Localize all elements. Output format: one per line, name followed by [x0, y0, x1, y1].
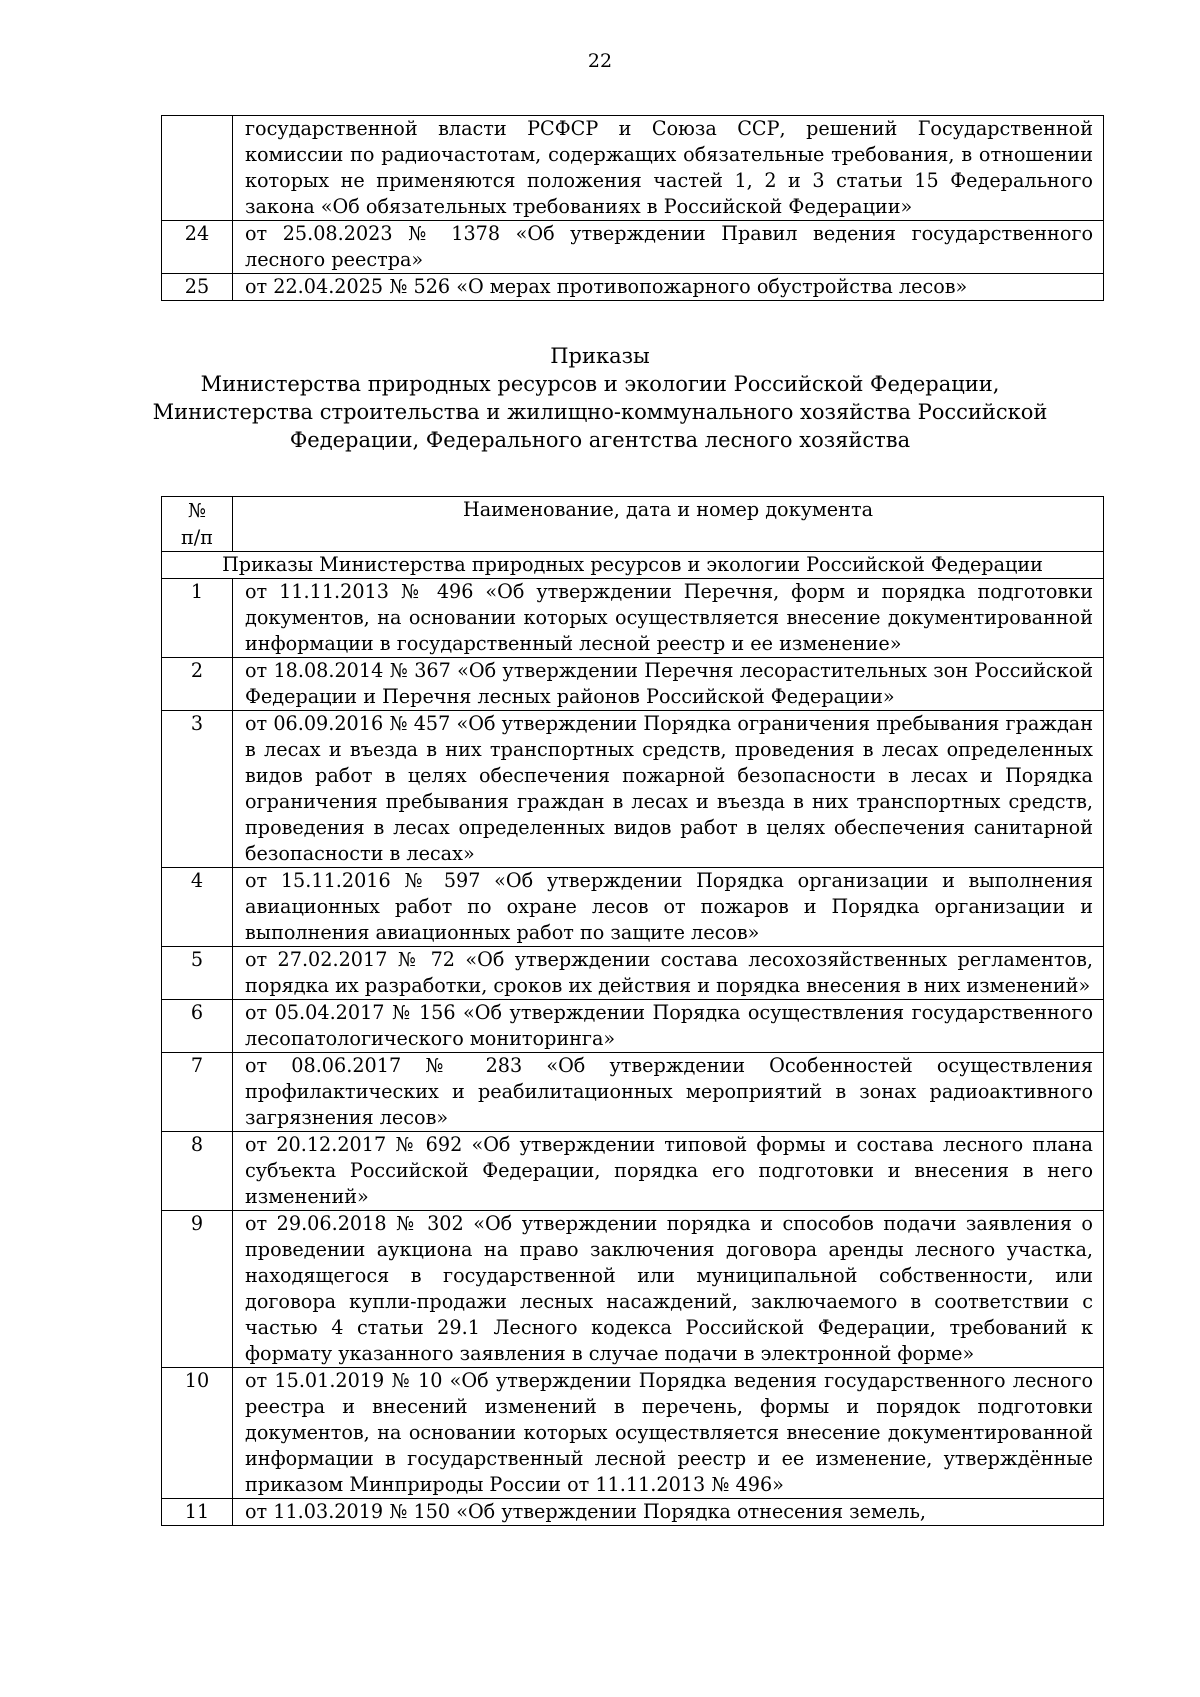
heading-line: Министерства природных ресурсов и экологии Российской Федерации, [200, 372, 1000, 396]
table-row [162, 711, 1104, 868]
row-number: 3 [162, 711, 233, 868]
row-text: государственной власти РСФСР и Союза ССР, решений Государственной комиссии по радиочастотам, содержащих обязательные требования, в отношении которых не применяются положения частей 1, 2 и 3 статьи 15 Федерального закона «Об обязательных требованиях в Российской Федерации» [233, 116, 1104, 221]
row-text: от 06.09.2016 № 457 «Об утверждении Порядка ограничения пребывания граждан в лесах и въезда в них транспортных средств, проведения в лесах определенных видов работ в целях обеспечения пожарной безопасности в лесах и Порядка ограничения пребывания граждан в лесах и въезда в них транспортных средств, проведения в лесах определенных видов работ в целях обеспечения санитарной безопасности в лесах» [233, 711, 1104, 868]
row-number: 25 [162, 274, 233, 301]
table-row [162, 947, 1104, 1000]
heading-line: Приказы [550, 344, 650, 368]
row-number: 6 [162, 1000, 233, 1053]
table-row [162, 868, 1104, 947]
heading-line: Министерства строительства и жилищно-коммунального хозяйства Российской [152, 400, 1048, 424]
table-row [162, 1499, 1104, 1526]
table-row [162, 221, 1104, 274]
row-text: от 08.06.2017 № 283 «Об утверждении Особенностей осуществления профилактических и реабилитационных мероприятий в зонах радиоактивного загрязнения лесов» [233, 1053, 1104, 1132]
section-heading [150, 342, 1050, 454]
row-text: от 15.11.2016 № 597 «Об утверждении Порядка организации и выполнения авиационных работ по охране лесов от пожаров и Порядка организации и выполнения авиационных работ по защите лесов» [233, 868, 1104, 947]
row-text: от 25.08.2023 № 1378 «Об утверждении Правил ведения государственного лесного реестра» [233, 221, 1104, 274]
row-text: от 22.04.2025 № 526 «О мерах противопожарного обустройства лесов» [233, 274, 1104, 301]
row-text: от 11.11.2013 № 496 «Об утверждении Перечня, форм и порядка подготовки документов, на основании которых осуществляется внесение документированной информации в государственный лесной реестр и ее изменение» [233, 579, 1104, 658]
table-row [162, 579, 1104, 658]
table-row [162, 116, 1104, 221]
row-text: от 20.12.2017 № 692 «Об утверждении типовой формы и состава лесного плана субъекта Российской Федерации, порядка его подготовки и внесения в него изменений» [233, 1132, 1104, 1211]
header-number [162, 497, 233, 552]
header-number-line: № [187, 499, 207, 522]
row-number: 10 [162, 1368, 233, 1499]
table-row [162, 1211, 1104, 1368]
table-row [162, 1053, 1104, 1132]
row-number: 11 [162, 1499, 233, 1526]
row-number: 1 [162, 579, 233, 658]
section-title: Приказы Министерства природных ресурсов и экологии Российской Федерации [162, 552, 1104, 579]
row-text: от 29.06.2018 № 302 «Об утверждении порядка и способов подачи заявления о проведении аукциона на право заключения договора аренды лесного участка, находящегося в государственной или муниципальной собственности, или договора купли-продажи лесных насаждений, заключаемого в соответствии с частью 4 статьи 29.1 Лесного кодекса Российской Федерации, требований к формату указанного заявления в случае подачи в электронной форме» [233, 1211, 1104, 1368]
table-row [162, 1000, 1104, 1053]
row-number: 7 [162, 1053, 233, 1132]
header-name: Наименование, дата и номер документа [233, 497, 1104, 552]
table-header-row [162, 497, 1104, 552]
row-text: от 11.03.2019 № 150 «Об утверждении Порядка отнесения земель, [233, 1499, 1104, 1526]
row-number: 5 [162, 947, 233, 1000]
row-text: от 15.01.2019 № 10 «Об утверждении Порядка ведения государственного лесного реестра и внесений изменений в перечень, формы и порядок подготовки документов, на основании которых осуществляется внесение документированной информации в государственный лесной реестр и ее изменение, утверждённые приказом Минприроды России от 11.11.2013 № 496» [233, 1368, 1104, 1499]
row-number: 4 [162, 868, 233, 947]
table-row [162, 1368, 1104, 1499]
row-number: 9 [162, 1211, 233, 1368]
section-title-row [162, 552, 1104, 579]
row-text: от 05.04.2017 № 156 «Об утверждении Порядка осуществления государственного лесопатологического мониторинга» [233, 1000, 1104, 1053]
table-row [162, 274, 1104, 301]
table-row [162, 658, 1104, 711]
row-number: 24 [162, 221, 233, 274]
table-row [162, 1132, 1104, 1211]
page-number: 22 [587, 50, 613, 72]
row-number: 2 [162, 658, 233, 711]
orders-table [161, 496, 1104, 1526]
row-text: от 18.08.2014 № 367 «Об утверждении Перечня лесорастительных зон Российской Федерации и Перечня лесных районов Российской Федерации» [233, 658, 1104, 711]
continuation-table [161, 115, 1104, 301]
row-number [162, 116, 233, 221]
row-number: 8 [162, 1132, 233, 1211]
header-number-line: п/п [180, 526, 214, 549]
heading-line: Федерации, Федерального агентства лесного хозяйства [289, 428, 911, 452]
row-text: от 27.02.2017 № 72 «Об утверждении состава лесохозяйственных регламентов, порядка их разработки, сроков их действия и порядка внесения в них изменений» [233, 947, 1104, 1000]
